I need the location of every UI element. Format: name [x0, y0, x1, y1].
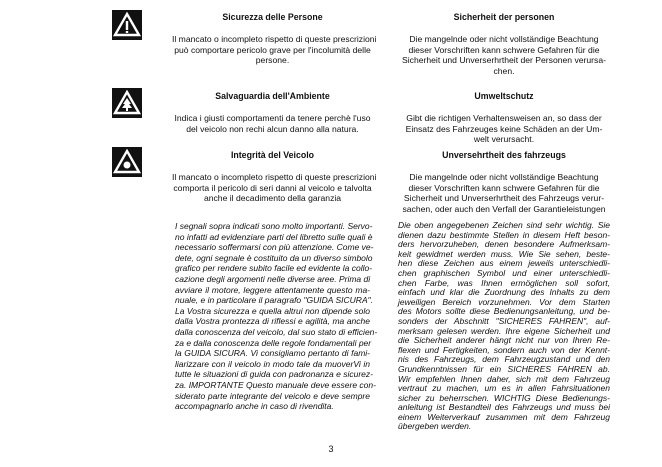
text-line: La Vostra sicurezza e quella altrui non dipende solo	[175, 305, 370, 316]
text-line: I segnali sopra indicati sono molto importanti. Servo-	[175, 221, 373, 231]
text-line: dalla conoscenza del veicolo, dal suo stato di efficien-	[175, 326, 378, 337]
text-line: sicher zu beherrschen. WICHTIG Diese Bedienungs-	[398, 392, 610, 403]
text-line: Il mancato o incompleto rispetto di queste prescrizioni	[172, 34, 377, 45]
section-title: Integrità del Veicolo	[230, 150, 315, 160]
section-body	[172, 113, 373, 134]
text-line: dieser Vorschriften kann schwere Gefahren für die	[408, 44, 600, 55]
italian-section-1	[172, 12, 377, 66]
section-title: Sicherheit der personen	[453, 12, 555, 22]
text-line: Sicherheit und Unverserhrtheit der Personen verursa-	[402, 55, 606, 66]
text-line: merksam gelesen werden. Ihre eigene Sicherheit und	[398, 325, 610, 336]
section-body	[172, 34, 377, 66]
text-line: dalla Vostra prontezza di riflessi e agilità, ma anche	[175, 316, 370, 327]
text-line: za e dalla conoscenza delle regole fondamentali per	[175, 337, 372, 348]
german-section-3	[396, 150, 612, 214]
environment-tree-icon	[112, 88, 142, 118]
text-line: accompagnarlo anche in caso di rivendita.	[175, 401, 334, 412]
text-line: siderato parte integrante del veicolo e deve sempre	[175, 390, 370, 401]
section-body	[396, 34, 612, 76]
text-line: Die mangelnde oder nicht vollständige Beachtung	[409, 34, 599, 45]
section-title: Umweltschutz	[474, 91, 534, 101]
text-line: vertraut zu machen, um es in allen Fahrsituationen	[398, 383, 610, 394]
text-line: chen Farbe, was Ihnen ermöglichen soll sofort,	[398, 277, 610, 288]
text-line: keit gewidmet werden muss. Wie Sie sehen, beste-	[398, 248, 610, 259]
text-line: za. IMPORTANTE Questo manuale deve essere con-	[175, 379, 376, 390]
warning-exclamation-icon	[112, 10, 142, 40]
text-line: Il mancato o incompleto rispetto di queste prescrizioni	[172, 172, 377, 183]
text-line: grafico per rendere subito facile ed evidente la collo-	[175, 263, 373, 274]
text-line: nuale, e in particolare il paragrafo "GUIDA SICURA".	[175, 295, 373, 306]
text-line: anleitung ist Bestandteil des Fahrzeugs und muss bei	[398, 402, 610, 413]
text-line: necessario soffermarsi con più attenzione. Come ve-	[175, 242, 374, 253]
text-line: dienen dazu bestimmte Stellen in diesem Heft beson-	[398, 229, 610, 240]
section-body	[396, 113, 612, 144]
page-number: 3	[328, 444, 334, 454]
text-line: la GUIDA SICURA. Vi consigliamo pertanto di fami-	[175, 348, 370, 359]
text-line: chen graphischen Symbol und einer unterschiedli-	[398, 267, 610, 278]
text-line: dieser Vorschriften kann schwere Gefahren für die	[408, 182, 600, 193]
text-line: avviare il motore, leggere attentamente questo ma-	[175, 284, 370, 295]
text-line: Gibt die richtigen Verhaltensweisen an, so dass der	[406, 113, 602, 124]
text-line: welt verursacht.	[473, 134, 535, 145]
section-title: Sicurezza delle Persone	[222, 12, 323, 22]
text-line: ders hervorzuheben, denen besondere Aufmerksam-	[398, 239, 610, 250]
text-line: hen diese Zeichen aus einem jeweils unterschiedli-	[398, 258, 610, 269]
section-title: Unversehrtheit des fahrzeugs	[442, 150, 566, 160]
text-line: persone.	[255, 55, 290, 66]
german-note	[398, 221, 610, 432]
vehicle-integrity-icon	[112, 147, 142, 177]
text-line: liarizzare con il veicolo in modo tale da muoverVi in	[175, 358, 370, 369]
section-title: Salvaguardia dell'Ambiente	[215, 91, 330, 101]
text-line: Die oben angegebenen Zeichen sind sehr wichtig. Sie	[398, 220, 610, 230]
text-line: del veicolo non rechi alcun danno alla natura.	[186, 123, 359, 134]
german-section-1	[396, 12, 612, 76]
text-line: anche il decadimento della garanzia	[203, 193, 342, 204]
german-section-2	[396, 91, 612, 145]
text-line: Grundkenntnissen für ein SICHERES FAHREN ab.	[398, 363, 610, 374]
text-line: des Motors sollte diese Bedienungsanleitung, und be-	[398, 306, 610, 317]
text-line: die Sicherheit anderer hängt nicht nur von Ihren Re-	[398, 335, 610, 346]
text-line: può comportare pericolo grave per l'incolumità delle	[174, 44, 371, 55]
text-line: Indica i giusti comportamenti da tenere perchè l'uso	[174, 113, 371, 124]
text-line: übergeben werden.	[398, 421, 472, 432]
text-line: sonders der Abschnitt "SICHERES FAHREN", auf-	[398, 315, 610, 326]
text-line: cazione degli argomenti nelle diverse aree. Prima di	[175, 273, 371, 284]
text-line: no infatti ad evidenziare parti del libretto sulle quali è	[175, 231, 373, 242]
text-line: comporta il pericolo di seri danni al veicolo e talvolta	[173, 182, 372, 193]
text-line: Sicherheit und Unverserhrtheit des Fahrzeugs verur-	[403, 193, 605, 204]
text-line: einfach und klar die Zuordnung des Inhalts zu dem	[398, 287, 610, 298]
text-line: Einsatz des Fahrzeuges keine Schäden an der Um-	[405, 123, 603, 134]
section-body	[396, 172, 612, 214]
text-line: chen.	[493, 65, 515, 76]
text-line: nis des Fahrzeugs, dem Fahrzeugzustand und den	[398, 354, 610, 365]
text-line: flexen und Fertigkeiten, sondern auch von der Kennt-	[398, 344, 610, 355]
italian-note	[175, 221, 378, 412]
text-line: Wir empfehlen Ihnen daher, sich mit dem Fahrzeug	[398, 373, 610, 384]
text-line: dete, ogni segnale è costituito da un diverso simbolo	[175, 252, 373, 263]
section-body	[172, 172, 377, 204]
text-line: Die mangelnde oder nicht vollständige Beachtung	[409, 172, 599, 183]
text-line: einem Weiterverkauf zusammen mit dem Fahrzeug	[398, 411, 610, 422]
text-line: sachen, oder auch den Verfall der Garantieleistungen	[402, 203, 606, 214]
text-line: jeweiligen Bereich vorzunehmen. Vor dem Starten	[398, 296, 610, 307]
text-line: tutte le situazioni di guida con padronanza e sicurez-	[175, 369, 373, 380]
italian-section-3	[172, 150, 377, 204]
italian-section-2	[172, 91, 373, 134]
